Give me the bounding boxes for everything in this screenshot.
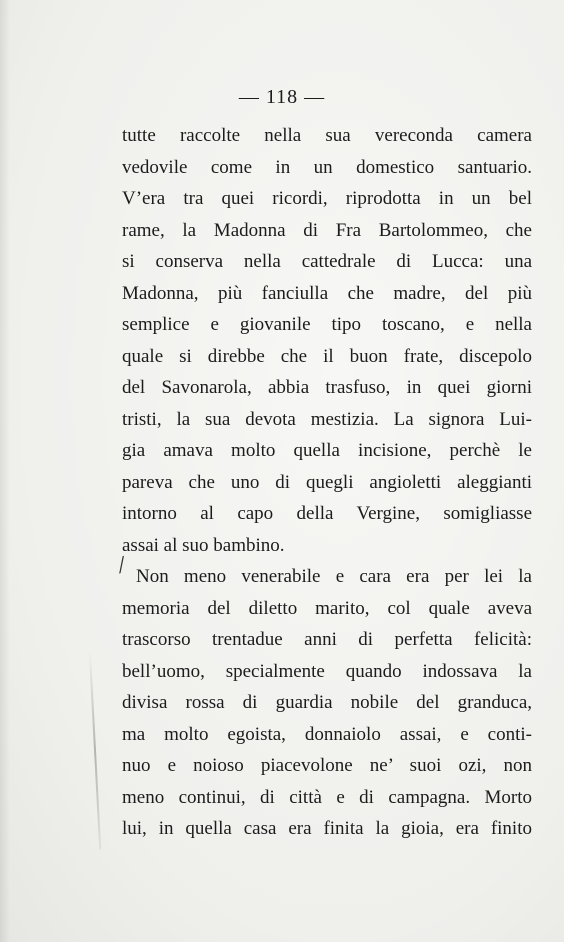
text-line: del Savonarola, abbia trasfuso, in quei giorni	[122, 377, 532, 398]
text-line: rame, la Madonna di Fra Bartolommeo, che	[122, 219, 532, 241]
text-line: tutte raccolte nella sua vereconda camera	[122, 125, 532, 146]
text-line: memoria del diletto marito, col quale aveva	[122, 597, 532, 619]
handwritten-mark: ⁄	[115, 553, 128, 577]
text-line: vedovile come in un domestico santuario.	[122, 156, 532, 178]
text-line: bell’uomo, specialmente quando indossava la	[122, 660, 532, 682]
text-line: meno continui, di città e di campagna. Morto	[122, 786, 532, 808]
text-line: ma molto egoista, donnaiolo assai, e conti-	[122, 723, 532, 745]
text-line: nuo e noioso piacevolone ne’ suoi ozi, non	[122, 755, 532, 776]
text-line: trascorso trentadue anni di perfetta felicità:	[122, 629, 532, 650]
text-line: divisa rossa di guardia nobile del granduca,	[122, 692, 532, 713]
text-line: si conserva nella cattedrale di Lucca: una	[122, 251, 532, 272]
text-line-paragraph-start: Non meno venerabile e cara era per lei la	[136, 566, 532, 587]
text-line: gia amava molto quella incisione, perchè le	[122, 440, 532, 461]
page-number: — 118 —	[238, 86, 326, 108]
page-edge-shadow	[0, 0, 10, 942]
text-line: assai al suo bambino.	[122, 534, 285, 556]
text-line: Madonna, più fanciulla che madre, del più	[122, 282, 532, 304]
margin-pencil-line	[89, 650, 101, 850]
text-line: intorno al capo della Vergine, somigliasse	[122, 503, 532, 524]
text-line: tristi, la sua devota mestizia. La signora Lui-	[122, 408, 532, 430]
text-line: lui, in quella casa era finita la gioia, era finito	[122, 818, 532, 839]
text-line: pareva che uno di quegli angioletti aleggianti	[122, 471, 532, 493]
text-line: semplice e giovanile tipo toscano, e nella	[122, 314, 532, 335]
text-line: quale si direbbe che il buon frate, discepolo	[122, 345, 532, 367]
text-line: V’era tra quei ricordi, riprodotta in un bel	[122, 188, 532, 209]
body-text	[122, 120, 532, 845]
